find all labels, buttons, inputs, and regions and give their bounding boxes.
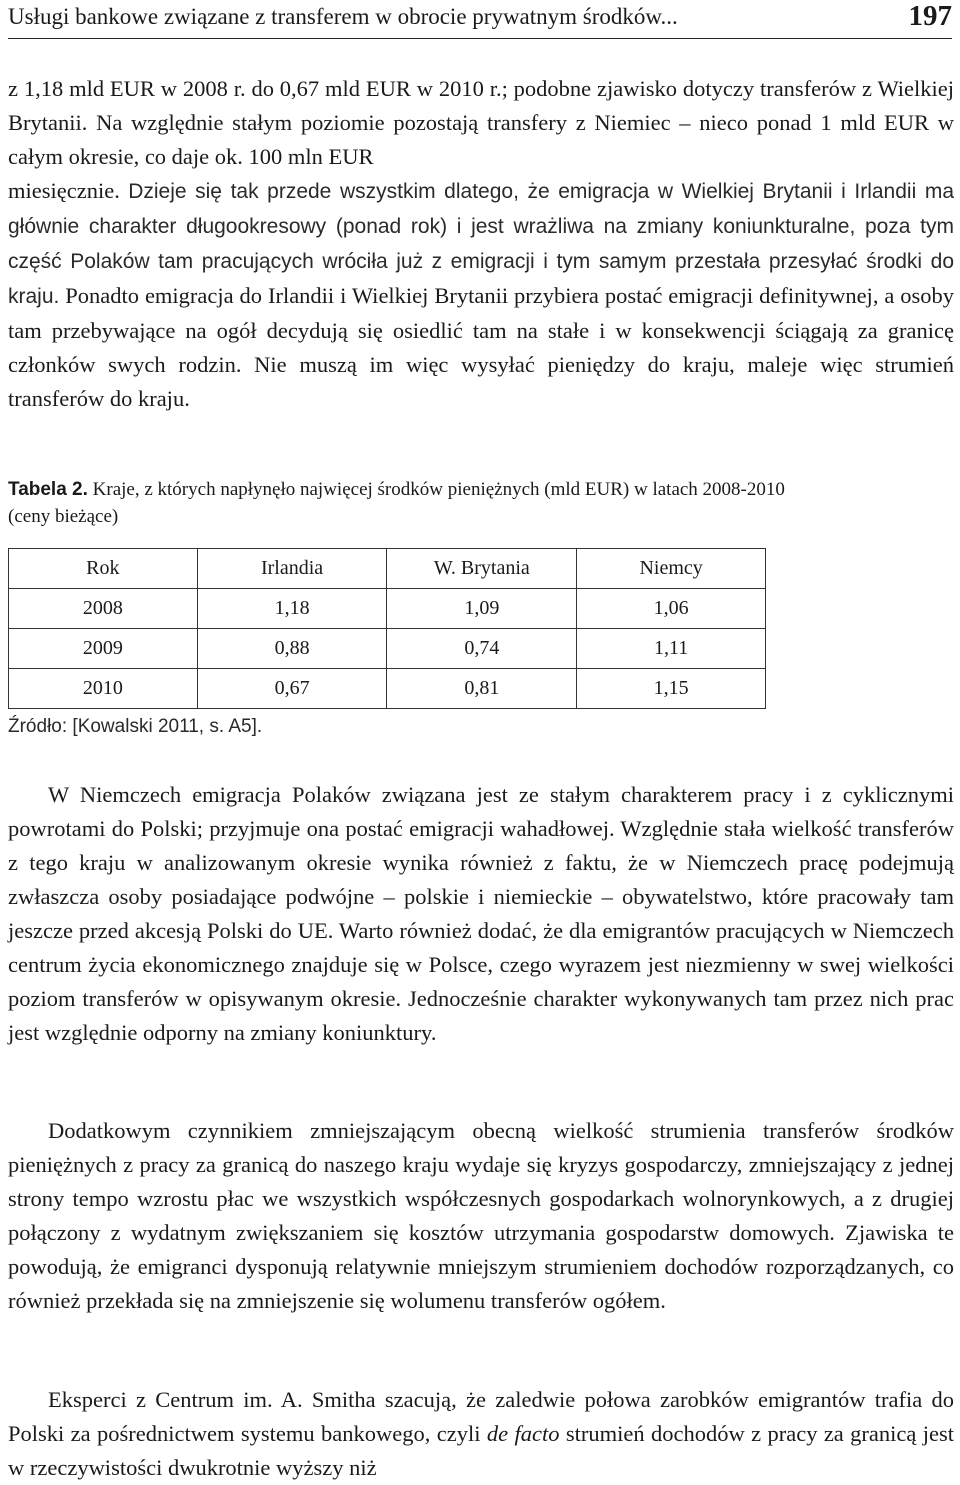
column-header: Rok (9, 549, 198, 589)
table-cell: 1,09 (387, 589, 577, 629)
table-cell: 2008 (9, 589, 198, 629)
table-cell: 0,81 (387, 669, 577, 709)
table-caption-text: Kraje, z których napłynęło najwięcej środków pieniężnych (mld EUR) w latach 2008-2010 (ceny bieżące) (8, 479, 785, 527)
intro-closing-text: Ponadto emigracja do Irlandii i Wielkiej Brytanii przybiera postać emigracji definitywnej, a osoby tam przebywające na ogół decydują się osiedlić tam na stałe i w konsekwencji ściągają za granicę członków swych rodzin. Nie muszą im więc wysyłać pieniędzy do kraju, maleje więc strumień transferów do kraju. (8, 283, 955, 411)
table-row (9, 589, 766, 629)
table-row (9, 629, 766, 669)
transfers-table (8, 548, 766, 709)
table-cell: 0,67 (197, 669, 387, 709)
table-cell: 2010 (9, 669, 198, 709)
page-header (8, 2, 952, 39)
paragraph-3-end: strumień dochodów z pracy za granicą jest w rzeczywistości dwukrotnie wyższy niż (8, 1421, 955, 1480)
intro-serif-lines (8, 72, 954, 174)
paragraph-3-italic: de facto (486, 1421, 560, 1446)
intro-sans-text: Dzieje się tak przede wszystkim dlatego, że emigracja w Wielkiej Brytanii i Irlandii ma głównie charakter długookresowy (ponad rok) i jest wrażliwa na zmiany koniunkturalne, poza tym część Polaków tam pracujących wróciła już z emigracji i tym samym przestała przesyłać środki do kraju. (8, 180, 954, 308)
column-header: Niemcy (577, 549, 766, 589)
table-cell: 1,11 (577, 629, 766, 669)
intro-line: transferów z Wielkiej Brytanii. Na względnie stałym poziomie pozostają transfery (8, 76, 955, 135)
table-caption-label: Tabela 2. (8, 479, 88, 500)
running-title: Usługi bankowe związane z transferem w obrocie prywatnym środków... (8, 4, 678, 29)
intro-line: z Niemiec – nieco ponad 1 mld EUR w całym okresie, co daje ok. 100 mln EUR (8, 110, 955, 169)
table-cell: 1,06 (577, 589, 766, 629)
body-paragraph-1: W Niemczech emigracja Polaków związana jest ze stałym charakterem pracy i z cyklicznymi powrotami do Polski; przyjmuje ona postać emigracji wahadłowej. Względnie stała wielkość transferów z tego kraju w analizowanym okresie wynika również z faktu, że w Niemczech pracę podejmują zwłaszcza osoby posiadające podwójne – polskie i niemieckie – obywatelstwo, które pracowały tam jeszcze przed akcesją Polski do UE. Warto również dodać, że dla emigrantów pracujących w Niemczech centrum życia ekonomicznego znajduje się w Polsce, czego wyrazem jest niezmienny w swej wielkości poziom transferów w opisywanym okresie. Jednocześnie charakter wykonywanych tam przez nich prac jest względnie odporny na zmiany koniunktury. (8, 782, 954, 1045)
table-header-row (9, 549, 766, 589)
table-cell: 0,74 (387, 629, 577, 669)
intro-fragment: miesięcznie. (8, 178, 120, 203)
page-number: 197 (908, 0, 952, 32)
paragraph-3-start: Eksperci z Centrum im. A. Smitha szacują, że zaledwie połowa zarobków emigrantów trafia do Polski za pośrednictwem systemu bankowego, czyli (8, 1387, 954, 1446)
intro-paragraph (8, 174, 954, 416)
intro-line: z 1,18 mld EUR w 2008 r. do 0,67 mld EUR w 2010 r.; podobne zjawisko dotyczy (8, 76, 755, 101)
table-source: Źródło: [Kowalski 2011, s. A5]. (8, 716, 263, 737)
table-cell: 2009 (9, 629, 198, 669)
table-cell: 1,15 (577, 669, 766, 709)
column-header: Irlandia (197, 549, 387, 589)
body-paragraph-2: Dodatkowym czynnikiem zmniejszającym obecną wielkość strumienia transferów środków pieniężnych z pracy za granicą do naszego kraju wydaje się kryzys gospodarczy, zmniejszający z jednej strony tempo wzrostu płac we wszystkich współczesnych gospodarkach wolnorynkowych, a z drugiej połączony z wydatnym zwiększaniem się kosztów utrzymania gospodarstw domowych. Zjawiska te powodują, że emigranci dysponują relatywnie mniejszym strumieniem dochodów rozporządzanych, co również przekłada się na zmniejszenie się wolumenu transferów ogółem. (8, 1118, 954, 1313)
body-paragraph-3 (8, 1383, 954, 1485)
table-row (9, 669, 766, 709)
table-cell: 1,18 (197, 589, 387, 629)
table-caption (8, 476, 808, 530)
table-cell: 0,88 (197, 629, 387, 669)
column-header: W. Brytania (387, 549, 577, 589)
